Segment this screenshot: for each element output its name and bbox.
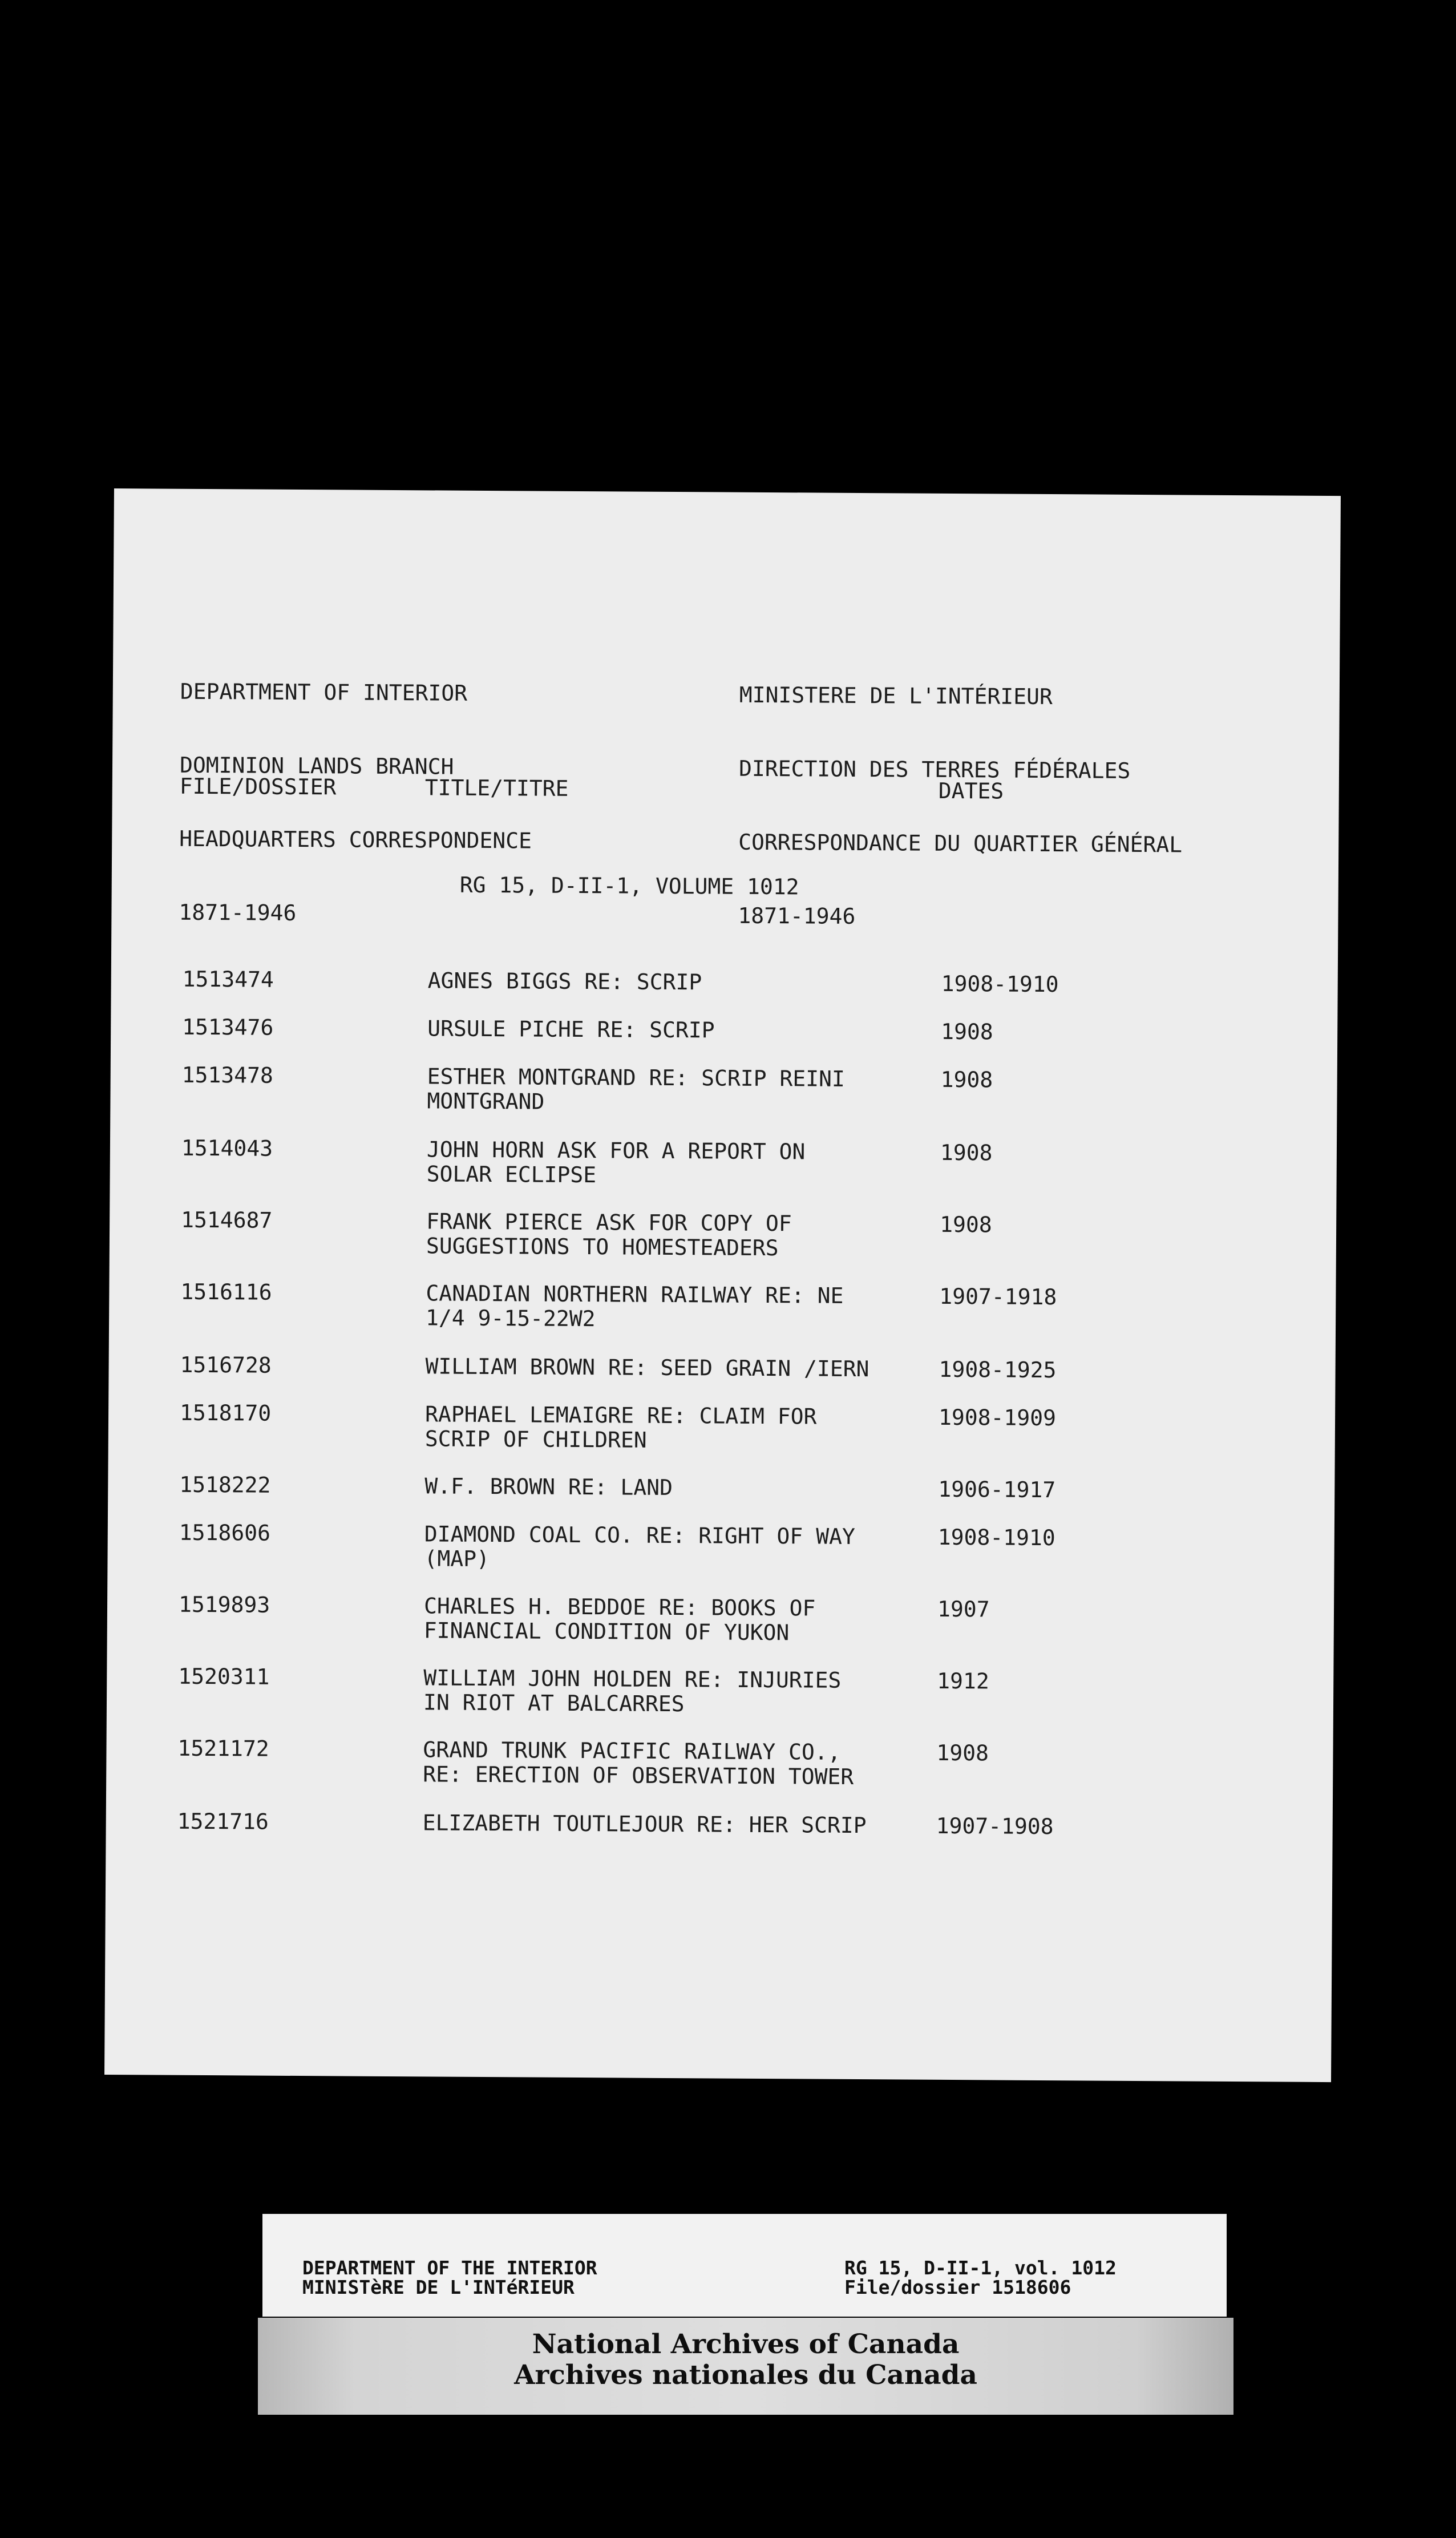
document-page (104, 488, 1341, 2082)
file-number: 1521716 (177, 1808, 269, 1834)
archive-label-reference (262, 2214, 1227, 2317)
header-english (179, 631, 533, 976)
table-row (108, 1472, 1334, 1503)
column-header-file: FILE/DOSSIER (179, 773, 337, 800)
archive-name-fr: Archives nationales du Canada (514, 2359, 977, 2391)
file-title: RAPHAEL LEMAIGRE RE: CLAIM FOR SCRIP OF CHILDREN (424, 1401, 817, 1453)
file-dates: 1907-1918 (939, 1283, 1057, 1310)
file-title: URSULE PICHE RE: SCRIP (427, 1016, 715, 1043)
file-dates: 1908 (936, 1740, 989, 1766)
archive-label-institution (258, 2318, 1233, 2415)
header-line: DIRECTION DES TERRES FÉDÉRALES (738, 755, 1131, 783)
file-number: 1518170 (179, 1400, 272, 1426)
archive-name-en: National Archives of Canada (532, 2329, 960, 2360)
file-dates: 1906-1917 (938, 1476, 1056, 1503)
archive-name (258, 2329, 1233, 2391)
file-dates: 1908 (940, 1066, 993, 1093)
table-row (107, 1663, 1333, 1717)
table-row (107, 1735, 1333, 1789)
header-line: HEADQUARTERS CORRESPONDENCE (179, 826, 532, 854)
table-row (111, 1062, 1337, 1114)
file-dates: 1908-1925 (939, 1356, 1057, 1383)
label-volume: RG 15, D-II-1, vol. 1012 (844, 2257, 1117, 2279)
header-line: 1871-1946 (179, 899, 297, 926)
file-number: 1513474 (182, 966, 274, 992)
file-dates: 1907 (937, 1596, 990, 1622)
file-number: 1513478 (181, 1062, 274, 1088)
file-title: ELIZABETH TOUTLEJOUR RE: HER SCRIP (422, 1810, 867, 1838)
file-dates: 1908-1910 (937, 1524, 1055, 1551)
table-row (109, 1352, 1336, 1383)
file-title: GRAND TRUNK PACIFIC RAILWAY CO., RE: ERECTION OF OBSERVATION TOWER (423, 1737, 854, 1789)
file-title: ESTHER MONTGRAND RE: SCRIP REINI MONTGRAND (427, 1064, 845, 1114)
label-department-fr: MINISTèRE DE L'INTéRIEUR (302, 2276, 575, 2298)
file-title: W.F. BROWN RE: LAND (424, 1473, 673, 1501)
file-number: 1514687 (181, 1207, 273, 1233)
column-header-title: TITLE/TITRE (424, 775, 569, 801)
table-row (110, 1279, 1336, 1332)
file-title: JOHN HORN ASK FOR A REPORT ON SOLAR ECLIPSE (426, 1137, 806, 1188)
header-french (738, 634, 1184, 980)
file-dates: 1912 (937, 1668, 989, 1694)
file-number: 1520311 (178, 1663, 270, 1690)
file-dates: 1908 (940, 1211, 992, 1238)
header-line: DEPARTMENT OF INTERIOR (180, 678, 468, 706)
file-dates: 1908 (941, 1019, 993, 1045)
header-line: CORRESPONDANCE DU QUARTIER GÉNÉRAL (738, 829, 1183, 858)
file-title: FRANK PIERCE ASK FOR COPY OF SUGGESTIONS TO HOMESTEADERS (426, 1209, 792, 1261)
label-department-en: DEPARTMENT OF THE INTERIOR (302, 2257, 597, 2279)
table-row (111, 1014, 1337, 1045)
file-title: DIAMOND COAL CO. RE: RIGHT OF WAY (MAP) (424, 1521, 855, 1572)
file-title: AGNES BIGGS RE: SCRIP (427, 968, 702, 995)
file-dates: 1908 (940, 1139, 993, 1166)
label-department (302, 2258, 597, 2297)
table-row (107, 1591, 1334, 1646)
file-title: WILLIAM BROWN RE: SEED GRAIN /IERN (425, 1353, 869, 1382)
table-row (108, 1519, 1334, 1572)
table-row (106, 1808, 1333, 1840)
file-title: WILLIAM JOHN HOLDEN RE: INJURIES IN RIOT AT BALCARRES (423, 1665, 842, 1717)
file-dates: 1908-1909 (938, 1404, 1057, 1431)
file-dates: 1907-1908 (936, 1813, 1054, 1840)
file-title: CANADIAN NORTHERN RAILWAY RE: NE 1/4 9-15-22W2 (425, 1280, 844, 1332)
volume-reference: RG 15, D-II-1, VOLUME 1012 (459, 872, 799, 900)
file-number: 1514043 (181, 1135, 273, 1161)
header-line: 1871-1946 (738, 903, 856, 929)
file-number: 1521172 (177, 1735, 269, 1761)
file-number: 1518606 (179, 1519, 271, 1546)
header-line: DOMINION LANDS BRANCH (179, 752, 454, 779)
file-number: 1518222 (179, 1472, 271, 1498)
table-row (110, 1135, 1337, 1188)
label-file-number: File/dossier 1518606 (844, 2276, 1071, 2298)
table-row (110, 1207, 1336, 1261)
column-header-dates: DATES (938, 778, 1004, 804)
file-title: CHARLES H. BEDDOE RE: BOOKS OF FINANCIAL CONDITION OF YUKON (423, 1593, 816, 1646)
file-number: 1513476 (182, 1014, 274, 1040)
file-dates: 1908-1910 (941, 971, 1059, 997)
file-number: 1516116 (180, 1279, 272, 1305)
file-number: 1516728 (180, 1352, 272, 1378)
file-number: 1519893 (178, 1591, 270, 1618)
header-line: MINISTERE DE L'INTÉRIEUR (739, 682, 1053, 710)
label-file-reference (844, 2258, 1117, 2297)
table-row (108, 1400, 1335, 1453)
